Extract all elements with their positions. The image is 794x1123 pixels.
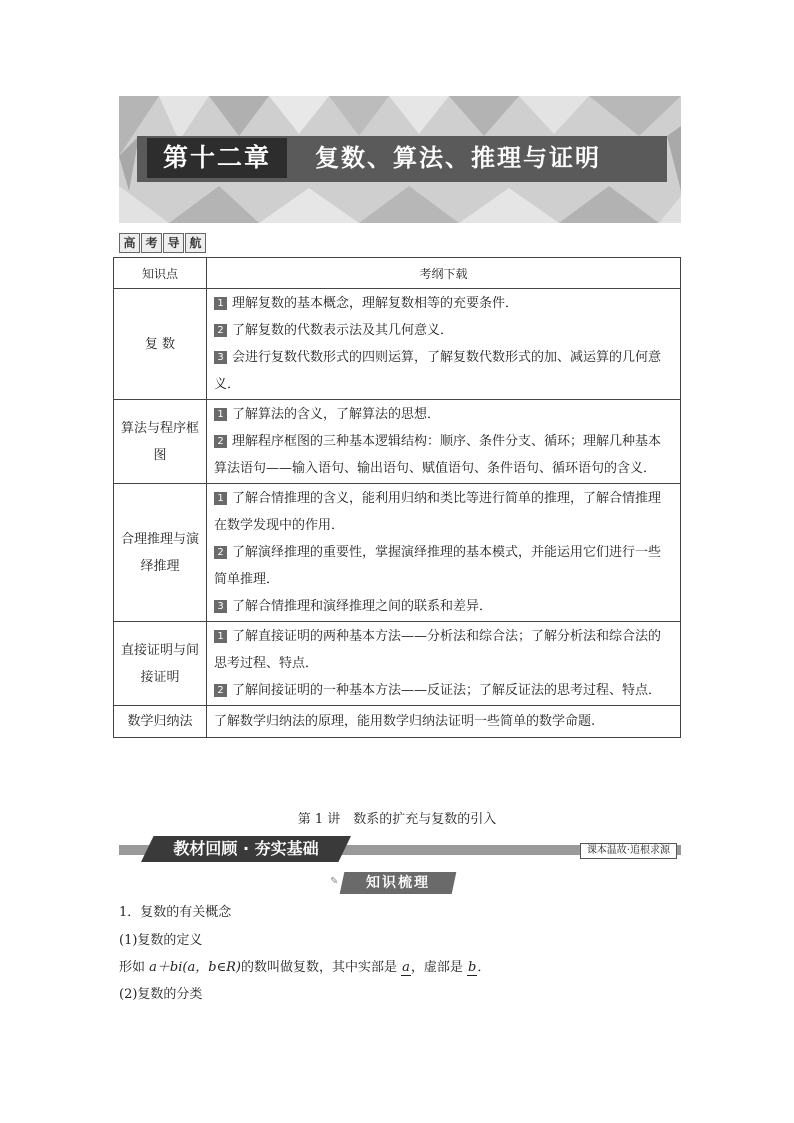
table-row bbox=[114, 484, 681, 622]
column-header-syllabus: 考纲下载 bbox=[207, 258, 681, 289]
syllabus-table bbox=[113, 257, 681, 738]
syllabus-item bbox=[214, 539, 673, 593]
number-badge-icon: 1 bbox=[214, 297, 227, 310]
column-header-topic: 知识点 bbox=[114, 258, 207, 289]
nav-char: 考 bbox=[141, 233, 162, 253]
number-badge-icon: 1 bbox=[214, 492, 227, 505]
paragraph-definition bbox=[119, 960, 490, 976]
text-segment: ，虚部是 bbox=[410, 960, 468, 975]
item-text: 了解合情推理和演绎推理之间的联系和差异． bbox=[232, 599, 493, 614]
item-text: 了解间接证明的一种基本方法——反证法；了解反证法的思考过程、特点． bbox=[232, 683, 662, 698]
feather-icon: ✎ bbox=[330, 876, 339, 887]
chapter-number: 第十二章 bbox=[147, 138, 287, 178]
number-badge-icon: 1 bbox=[214, 408, 227, 421]
number-badge-icon: 2 bbox=[214, 684, 227, 697]
sub-heading-text: 知识梳理 bbox=[366, 875, 430, 891]
content-cell bbox=[207, 706, 681, 738]
nav-char: 航 bbox=[185, 233, 206, 253]
item-text: 了解数学归纳法的原理，能用数学归纳法证明一些简单的数学命题. bbox=[214, 714, 596, 729]
chapter-banner bbox=[119, 96, 681, 223]
item-text: 了解合情推理的含义，能利用归纳和类比等进行简单的推理，了解合情推理在数学发现中的作用． bbox=[214, 491, 662, 533]
chapter-title: 复数、算法、推理与证明 bbox=[315, 144, 601, 172]
text-segment: 的数叫做复数，其中实部是 bbox=[241, 960, 402, 975]
section-title: 教材回顾 · 夯实基础 bbox=[173, 839, 319, 858]
topic-cell: 算法与程序框图 bbox=[114, 400, 207, 484]
text-segment: ． bbox=[477, 960, 491, 975]
content-cell bbox=[207, 400, 681, 484]
syllabus-item bbox=[214, 593, 673, 620]
content-cell bbox=[207, 622, 681, 706]
syllabus-item bbox=[214, 677, 673, 704]
table-row bbox=[114, 706, 681, 738]
content-cell bbox=[207, 289, 681, 400]
item-text: 理解程序框图的三种基本逻辑结构：顺序、条件分支、循环；理解几种基本算法语句——输入语句、输出语句、赋值语句、条件语句、循环语句的含义． bbox=[214, 434, 662, 476]
item-text: 会进行复数代数形式的四则运算，了解复数代数形式的加、减运算的几何意义． bbox=[214, 350, 662, 392]
number-badge-icon: 2 bbox=[214, 435, 227, 448]
topic-cell: 合理推理与演绎推理 bbox=[114, 484, 207, 622]
sub-heading bbox=[330, 872, 456, 894]
number-badge-icon: 2 bbox=[214, 324, 227, 337]
topic-cell: 直接证明与间接证明 bbox=[114, 622, 207, 706]
table-row bbox=[114, 622, 681, 706]
text-segment: 形如 bbox=[119, 960, 150, 975]
syllabus-item bbox=[214, 290, 673, 317]
imag-part-answer: b bbox=[468, 960, 477, 975]
content-cell bbox=[207, 484, 681, 622]
lecture-title: 第 1 讲 数系的扩充与复数的引入 bbox=[297, 812, 497, 827]
syllabus-item bbox=[214, 623, 673, 677]
nav-char: 高 bbox=[119, 233, 140, 253]
syllabus-item bbox=[214, 401, 673, 428]
section-bar bbox=[119, 836, 681, 862]
formula: a＋bi(a，b∈R) bbox=[149, 960, 241, 975]
section-badge: 课本温故·追根求源 bbox=[580, 843, 677, 859]
item-text: 了解演绎推理的重要性，掌握演绎推理的基本模式，并能运用它们进行一些简单推理． bbox=[214, 545, 662, 587]
number-badge-icon: 2 bbox=[214, 546, 227, 559]
syllabus-item bbox=[214, 344, 673, 398]
syllabus-item bbox=[214, 428, 673, 482]
nav-char: 导 bbox=[163, 233, 184, 253]
table-header-row bbox=[114, 258, 681, 289]
paragraph-concepts: 1．复数的有关概念 bbox=[119, 905, 232, 920]
number-badge-icon: 3 bbox=[214, 600, 227, 613]
item-text: 了解复数的代数表示法及其几何意义． bbox=[232, 323, 454, 338]
syllabus-item bbox=[214, 708, 673, 735]
syllabus-item bbox=[214, 317, 673, 344]
table-row bbox=[114, 289, 681, 400]
syllabus-item bbox=[214, 485, 673, 539]
paragraph-definition-heading: (1)复数的定义 bbox=[119, 933, 203, 948]
number-badge-icon: 1 bbox=[214, 630, 227, 643]
topic-cell: 复 数 bbox=[114, 289, 207, 400]
item-text: 理解复数的基本概念，理解复数相等的充要条件． bbox=[232, 296, 519, 311]
item-text: 了解算法的含义，了解算法的思想． bbox=[232, 407, 441, 422]
item-text: 了解直接证明的两种基本方法——分析法和综合法；了解分析法和综合法的思考过程、特点． bbox=[214, 629, 662, 671]
exam-guide-label bbox=[119, 233, 206, 251]
topic-cell: 数学归纳法 bbox=[114, 706, 207, 738]
paragraph-classification-heading: (2)复数的分类 bbox=[119, 987, 203, 1002]
real-part-answer: a bbox=[402, 960, 410, 975]
table-row bbox=[114, 400, 681, 484]
number-badge-icon: 3 bbox=[214, 351, 227, 364]
